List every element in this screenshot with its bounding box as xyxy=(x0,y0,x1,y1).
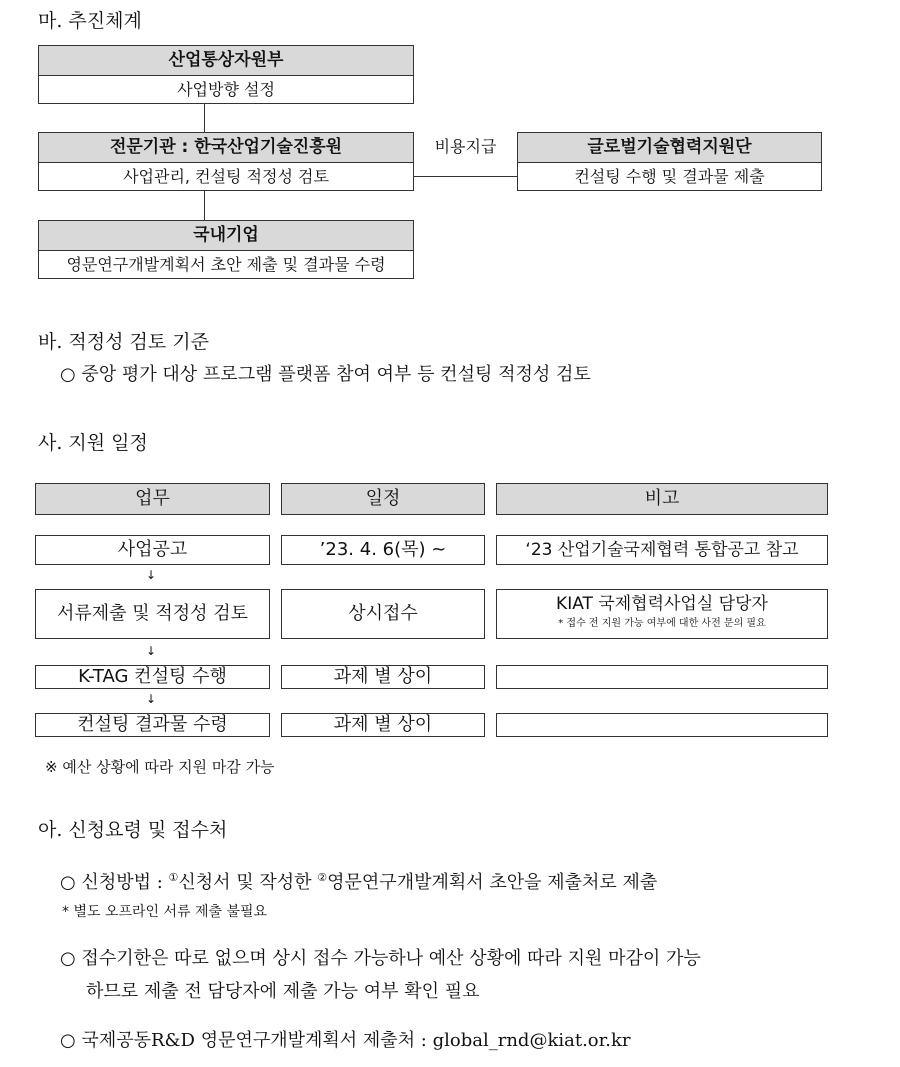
row-schedule: ’23. 4. 6(목) ~ xyxy=(281,535,485,565)
company-role: 영문연구개발계획서 초안 제출 및 결과물 수령 xyxy=(66,255,386,274)
down-arrow-icon: ↓ xyxy=(146,644,157,658)
company-box xyxy=(38,220,414,279)
row-schedule: 과제 별 상이 xyxy=(281,713,485,737)
section-sa-title: 사. 지원 일정 xyxy=(38,432,148,454)
section-ba-title: 바. 적정성 검토 기준 xyxy=(38,331,209,353)
method-prefix: ○ 신청방법 : xyxy=(60,872,169,893)
down-arrow-icon: ↓ xyxy=(146,568,157,582)
method-note: * 별도 오프라인 서류 제출 불필요 xyxy=(62,904,268,920)
row-note xyxy=(496,713,828,737)
submission-address: ○ 국제공동R&D 영문연구개발계획서 제출처 : global_rnd@kiat.or.kr xyxy=(60,1030,631,1051)
row-task: K-TAG 컨설팅 수행 xyxy=(35,665,270,689)
ministry-role: 사업방향 설정 xyxy=(177,80,275,99)
header-note: 비고 xyxy=(496,483,828,515)
row-task: 서류제출 및 적정성 검토 xyxy=(35,589,270,639)
row-task: 컨설팅 결과물 수령 xyxy=(35,713,270,737)
row-note: ‘23 산업기술국제협력 통합공고 참고 xyxy=(496,535,828,565)
global-role: 컨설팅 수행 및 결과물 제출 xyxy=(574,167,765,186)
method-part1: 신청서 및 작성한 xyxy=(178,872,318,893)
review-criteria-item: ○ 중앙 평가 대상 프로그램 플랫폼 참여 여부 등 컨설팅 적정성 검토 xyxy=(60,364,591,385)
company-name: 국내기업 xyxy=(39,221,413,251)
header-task: 업무 xyxy=(35,483,270,515)
ministry-name: 산업통상자원부 xyxy=(39,46,413,76)
mark-1: ① xyxy=(168,871,179,884)
down-arrow-icon: ↓ xyxy=(146,692,157,706)
connector-line xyxy=(204,104,205,132)
connector-line xyxy=(204,191,205,220)
agency-box xyxy=(38,132,414,191)
cost-label: 비용지급 xyxy=(434,137,497,156)
deadline-line1: ○ 접수기한은 따로 없으며 상시 접수 가능하나 예산 상황에 따라 지원 마감이 가능 xyxy=(60,948,701,969)
section-ma-title: 마. 추진체계 xyxy=(38,10,142,32)
header-schedule: 일정 xyxy=(281,483,485,515)
application-method xyxy=(60,868,657,894)
row-note xyxy=(496,665,828,689)
row-subnote: * 접수 전 지원 가능 여부에 대한 사전 문의 필요 xyxy=(558,618,766,629)
method-part2: 영문연구개발계획서 초안을 제출처로 제출 xyxy=(327,872,658,893)
connector-line xyxy=(414,176,517,177)
row-schedule: 과제 별 상이 xyxy=(281,665,485,689)
row-note-cell xyxy=(496,589,828,639)
row-schedule: 상시접수 xyxy=(281,589,485,639)
global-name: 글로벌기술협력지원단 xyxy=(518,133,821,163)
global-support-box xyxy=(517,132,822,191)
deadline-line2: 하므로 제출 전 담당자에 제출 가능 여부 확인 필요 xyxy=(86,981,480,1002)
mark-2: ② xyxy=(317,871,328,884)
row-task: 사업공고 xyxy=(35,535,270,565)
schedule-footnote: ※ 예산 상황에 따라 지원 마감 가능 xyxy=(45,758,275,776)
agency-name: 전문기관 : 한국산업기술진흥원 xyxy=(39,133,413,163)
ministry-box xyxy=(38,45,414,104)
section-a-title: 아. 신청요령 및 접수처 xyxy=(38,819,228,841)
agency-role: 사업관리, 컨설팅 적정성 검토 xyxy=(123,167,329,186)
row-note: KIAT 국제협력사업실 담당자 xyxy=(556,594,768,614)
